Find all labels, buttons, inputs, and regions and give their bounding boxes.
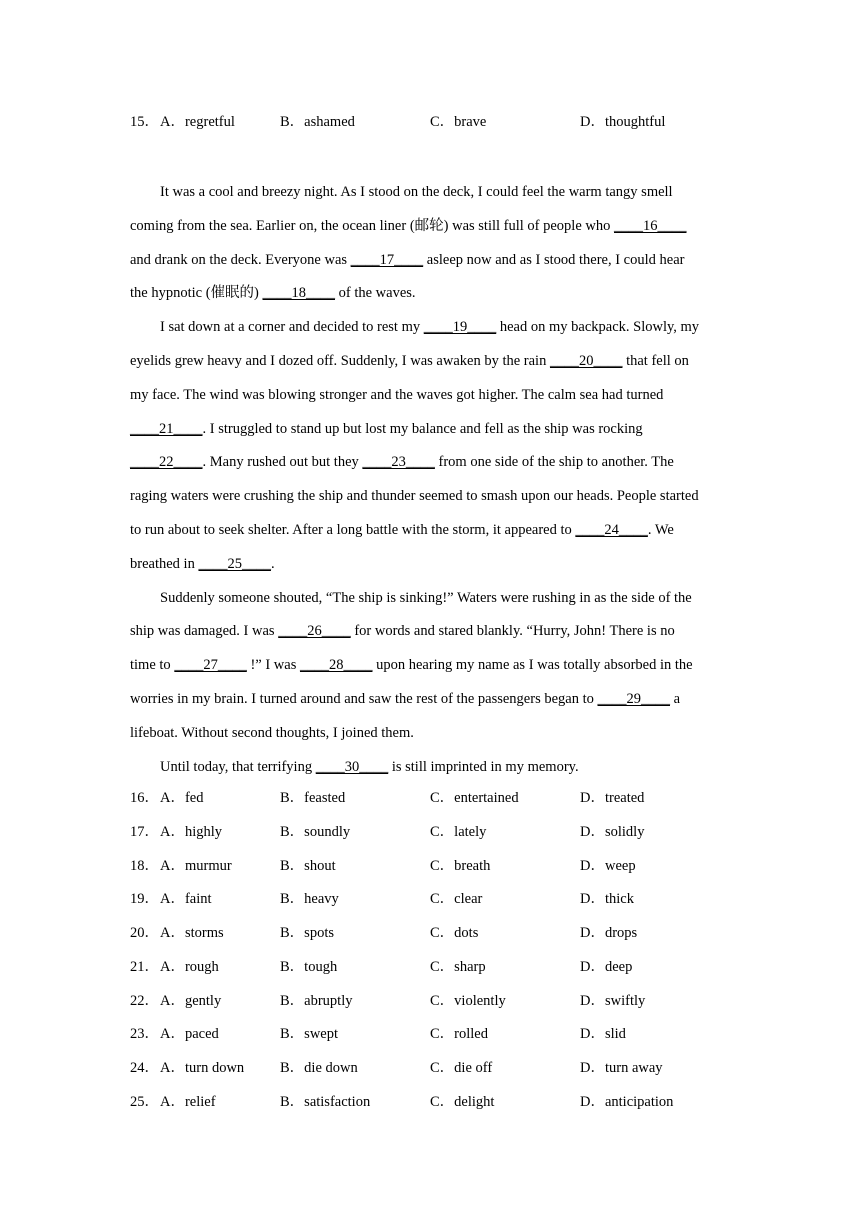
passage-line — [130, 480, 730, 514]
option-d: D．thoughtful — [580, 114, 666, 130]
passage-text: my face. The wind was blowing stronger and the waves got higher. The calm sea had turned — [130, 386, 664, 403]
passage-line — [130, 379, 730, 413]
passage-text: head on my backpack. Slowly, my — [496, 319, 700, 336]
passage-line — [130, 244, 730, 278]
option-b: B．spots — [280, 925, 334, 941]
question-number: 23． — [130, 1026, 159, 1042]
cloze-passage — [130, 176, 730, 784]
blank-21: ____21____ — [130, 420, 203, 437]
passage-line — [130, 751, 730, 785]
passage-text: . Many rushed out but they — [202, 454, 363, 471]
blank-22: ____22____ — [130, 454, 203, 471]
passage-text: Until today, that terrifying — [160, 758, 316, 775]
passage-line — [130, 683, 730, 717]
option-d: D．drops — [580, 925, 638, 941]
option-b: B．tough — [280, 959, 338, 975]
passage-text: for words and stared blankly. “Hurry, John! There is no — [350, 623, 675, 640]
option-b: B．soundly — [280, 824, 351, 840]
option-d: D．anticipation — [580, 1094, 674, 1110]
question-number: 18． — [130, 858, 159, 874]
passage-text: It was a cool and breezy night. As I stood on the deck, I could feel the warm tangy smell — [160, 184, 673, 200]
option-a: A．relief — [160, 1094, 216, 1110]
passage-text: lifeboat. Without second thoughts, I joined them. — [130, 724, 414, 741]
passage-text: . — [270, 555, 275, 572]
question-number: 22． — [130, 993, 159, 1009]
option-c: C．entertained — [430, 790, 519, 806]
passage-text: eyelids grew heavy and I dozed off. Suddenly, I was awaken by the rain — [130, 352, 550, 369]
blank-17: ____17____ — [350, 251, 424, 268]
blank-26: ____26____ — [278, 623, 351, 640]
blank-27: ____27____ — [174, 657, 247, 674]
option-d: D．swiftly — [580, 993, 646, 1009]
passage-line — [130, 345, 730, 379]
question-number: 15． — [130, 114, 159, 130]
question-number: 21． — [130, 959, 159, 975]
option-c: C．dots — [430, 925, 479, 941]
passage-text: . We — [647, 521, 674, 538]
blank-28: ____28____ — [299, 657, 373, 674]
blank-19: ____19____ — [423, 319, 497, 336]
option-b: B．ashamed — [280, 114, 355, 130]
option-d: D．slid — [580, 1026, 626, 1042]
passage-text: raging waters were crushing the ship and thunder seemed to smash upon our heads. People started — [130, 488, 699, 505]
blank-20: ____20____ — [549, 352, 623, 369]
option-c: C．brave — [430, 114, 487, 130]
blank-24: ____24____ — [575, 521, 648, 538]
passage-text: a — [670, 690, 681, 707]
blank-29: ____29____ — [597, 690, 670, 707]
passage-text: . I struggled to stand up but lost my balance and fell as the ship was rocking — [202, 420, 643, 437]
blank-18: ____18____ — [262, 285, 335, 302]
option-a: A．regretful — [160, 114, 235, 130]
option-c: C．lately — [430, 824, 487, 840]
passage-text: of the waves. — [335, 285, 416, 302]
option-d: D．thick — [580, 891, 634, 907]
passage-text: to run about to seek shelter. After a long battle with the storm, it appeared to — [130, 521, 576, 538]
option-a: A．murmur — [160, 858, 232, 874]
option-c: C．breath — [430, 858, 491, 874]
passage-text: asleep now and as I stood there, I could hear — [423, 251, 685, 268]
question-number: 19． — [130, 891, 159, 907]
passage-text: is still imprinted in my memory. — [388, 758, 579, 775]
passage-line — [130, 717, 730, 751]
passage-line — [130, 649, 730, 683]
passage-text: time to — [130, 657, 175, 674]
passage-text: the hypnotic (催眠的) — [130, 285, 263, 302]
option-d: D．turn away — [580, 1060, 663, 1076]
passage-line — [130, 615, 730, 649]
option-c: C．violently — [430, 993, 506, 1009]
option-b: B．feasted — [280, 790, 346, 806]
option-b: B．die down — [280, 1060, 358, 1076]
option-c: C．rolled — [430, 1026, 488, 1042]
question-number: 25． — [130, 1094, 159, 1110]
passage-line — [130, 176, 730, 210]
passage-text: I sat down at a corner and decided to rest my — [160, 319, 424, 336]
option-c: C．die off — [430, 1060, 493, 1076]
passage-line — [130, 413, 730, 447]
option-d: D．deep — [580, 959, 633, 975]
passage-text: !” I was — [246, 657, 300, 674]
option-a: A．faint — [160, 891, 212, 907]
question-number: 16． — [130, 790, 159, 806]
blank-25: ____25____ — [198, 555, 271, 572]
option-a: A．gently — [160, 993, 222, 1009]
option-a: A．turn down — [160, 1060, 245, 1076]
question-number: 17． — [130, 824, 159, 840]
option-b: B．abruptly — [280, 993, 353, 1009]
question-number: 24． — [130, 1060, 159, 1076]
option-b: B．swept — [280, 1026, 338, 1042]
option-a: A．fed — [160, 790, 204, 806]
option-b: B．shout — [280, 858, 336, 874]
option-d: D．weep — [580, 858, 636, 874]
option-a: A．storms — [160, 925, 224, 941]
option-c: C．clear — [430, 891, 483, 907]
passage-text: Suddenly someone shouted, “The ship is sinking!” Waters were rushing in as the side of the — [160, 589, 692, 606]
passage-text: worries in my brain. I turned around and saw the rest of the passengers began to — [130, 690, 598, 707]
passage-line — [130, 582, 730, 616]
option-d: D．solidly — [580, 824, 645, 840]
option-a: A．highly — [160, 824, 223, 840]
passage-line — [130, 210, 730, 244]
option-a: A．paced — [160, 1026, 219, 1042]
passage-line — [130, 446, 730, 480]
passage-text: and drank on the deck. Everyone was — [130, 251, 351, 268]
option-c: C．sharp — [430, 959, 486, 975]
blank-23: ____23____ — [362, 454, 435, 471]
option-d: D．treated — [580, 790, 645, 806]
question-number: 20． — [130, 925, 159, 941]
passage-text: upon hearing my name as I was totally absorbed in the — [372, 657, 693, 674]
passage-line — [130, 514, 730, 548]
blank-30: ____30____ — [315, 758, 389, 775]
option-b: B．heavy — [280, 891, 339, 907]
passage-text: coming from the sea. Earlier on, the ocean liner (邮轮) was still full of people who — [130, 217, 614, 234]
passage-line — [130, 311, 730, 345]
passage-text: from one side of the ship to another. The — [434, 454, 674, 471]
passage-text: ship was damaged. I was — [130, 623, 279, 640]
option-a: A．rough — [160, 959, 219, 975]
option-b: B．satisfaction — [280, 1094, 371, 1110]
blank-16: ____16____ — [614, 217, 687, 234]
passage-text: breathed in — [130, 555, 199, 572]
passage-text: that fell on — [622, 352, 689, 369]
passage-line — [130, 548, 730, 582]
passage-line — [130, 277, 730, 311]
option-c: C．delight — [430, 1094, 495, 1110]
